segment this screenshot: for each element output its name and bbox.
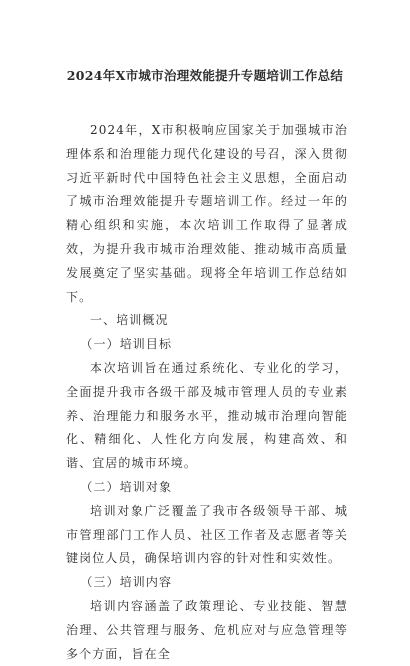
subsection-heading-content: （三）培训内容 — [80, 575, 173, 590]
document-title: 2024年X市城市治理效能提升专题培训工作总结 — [66, 68, 344, 83]
subsection-heading-audience: （二）培训对象 — [80, 479, 173, 494]
audience-paragraph: 培训对象广泛覆盖了我市各级领导干部、城市管理部门工作人员、社区工作者及志愿者等关键岗位人员，确保培训内容的针对性和实效性。 — [66, 503, 348, 566]
section-heading-overview: 一、培训概况 — [90, 313, 169, 328]
subsection-heading-goals: （一）培训目标 — [80, 337, 173, 352]
document-body — [66, 119, 348, 666]
intro-paragraph: 2024年，X市积极响应国家关于加强城市治理体系和治理能力现代化建设的号召，深入贯彻习近平新时代中国特色社会主义思想，全面启动了城市治理效能提升专题培训工作。经过一年的精心组织和实施，本次培训工作取得了显著成效，为提升我市城市治理效能、推动城市高质量发展奠定了坚实基础。现将全年培训工作总结如下。 — [66, 123, 348, 304]
content-paragraph: 培训内容涵盖了政策理论、专业技能、智慧治理、公共管理与服务、危机应对与应急管理等多个方面，旨在全 — [66, 598, 348, 661]
goals-paragraph: 本次培训旨在通过系统化、专业化的学习，全面提升我市各级干部及城市管理人员的专业素养、治理能力和服务水平，推动城市治理向智能化、精细化、人性化方向发展，构建高效、和谐、宜居的城市环境。 — [66, 360, 348, 471]
